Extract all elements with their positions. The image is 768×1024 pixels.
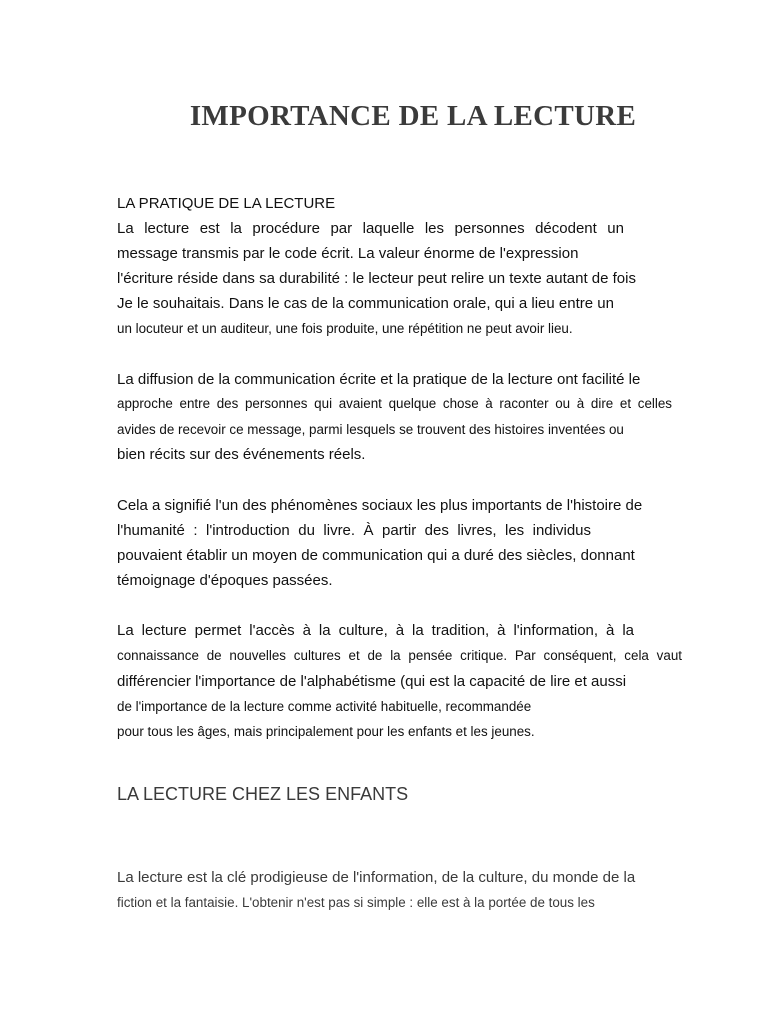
paragraph-line: connaissance de nouvelles cultures et de la pensée critique. Par conséquent, cela vaut <box>117 648 682 663</box>
paragraph-line: l'humanité : l'introduction du livre. À partir des livres, les individus <box>117 522 591 539</box>
paragraph-line: l'écriture réside dans sa durabilité : le lecteur peut relire un texte autant de fois <box>117 270 636 287</box>
paragraph-line: bien récits sur des événements réels. <box>117 446 366 463</box>
paragraph-line: La lecture est la procédure par laquelle les personnes décodent un <box>117 220 624 237</box>
section-heading-pratique: LA PRATIQUE DE LA LECTURE <box>117 195 336 212</box>
paragraph-line: La lecture permet l'accès à la culture, à la tradition, à l'information, à la <box>117 622 634 639</box>
paragraph-line: Je le souhaitais. Dans le cas de la communication orale, qui a lieu entre un <box>117 295 614 312</box>
paragraph-line: différencier l'importance de l'alphabétisme (qui est la capacité de lire et aussi <box>117 673 627 690</box>
paragraph-line: pouvaient établir un moyen de communication qui a duré des siècles, donnant <box>117 547 635 564</box>
paragraph-line: message transmis par le code écrit. La valeur énorme de l'expression <box>117 245 579 262</box>
paragraph-line: de l'importance de la lecture comme activité habituelle, recommandée <box>117 699 532 714</box>
paragraph-line: témoignage d'époques passées. <box>117 572 333 589</box>
paragraph-line: La diffusion de la communication écrite et la pratique de la lecture ont facilité le <box>117 371 641 388</box>
paragraph-line: pour tous les âges, mais principalement pour les enfants et les jeunes. <box>117 724 535 739</box>
paragraph-line: fiction et la fantaisie. L'obtenir n'est pas si simple : elle est à la portée de tous les <box>117 895 595 910</box>
paragraph-line: approche entre des personnes qui avaient quelque chose à raconter ou à dire et celles <box>117 396 672 411</box>
section-heading-enfants: LA LECTURE CHEZ LES ENFANTS <box>117 784 409 804</box>
document-title: IMPORTANCE DE LA LECTURE <box>189 100 637 132</box>
paragraph-line: Cela a signifié l'un des phénomènes sociaux les plus importants de l'histoire de <box>117 497 643 514</box>
paragraph-line: un locuteur et un auditeur, une fois produite, une répétition ne peut avoir lieu. <box>117 321 573 336</box>
paragraph-line: avides de recevoir ce message, parmi lesquels se trouvent des histoires inventées ou <box>117 422 624 437</box>
paragraph-line: La lecture est la clé prodigieuse de l'information, de la culture, du monde de la <box>117 869 636 886</box>
